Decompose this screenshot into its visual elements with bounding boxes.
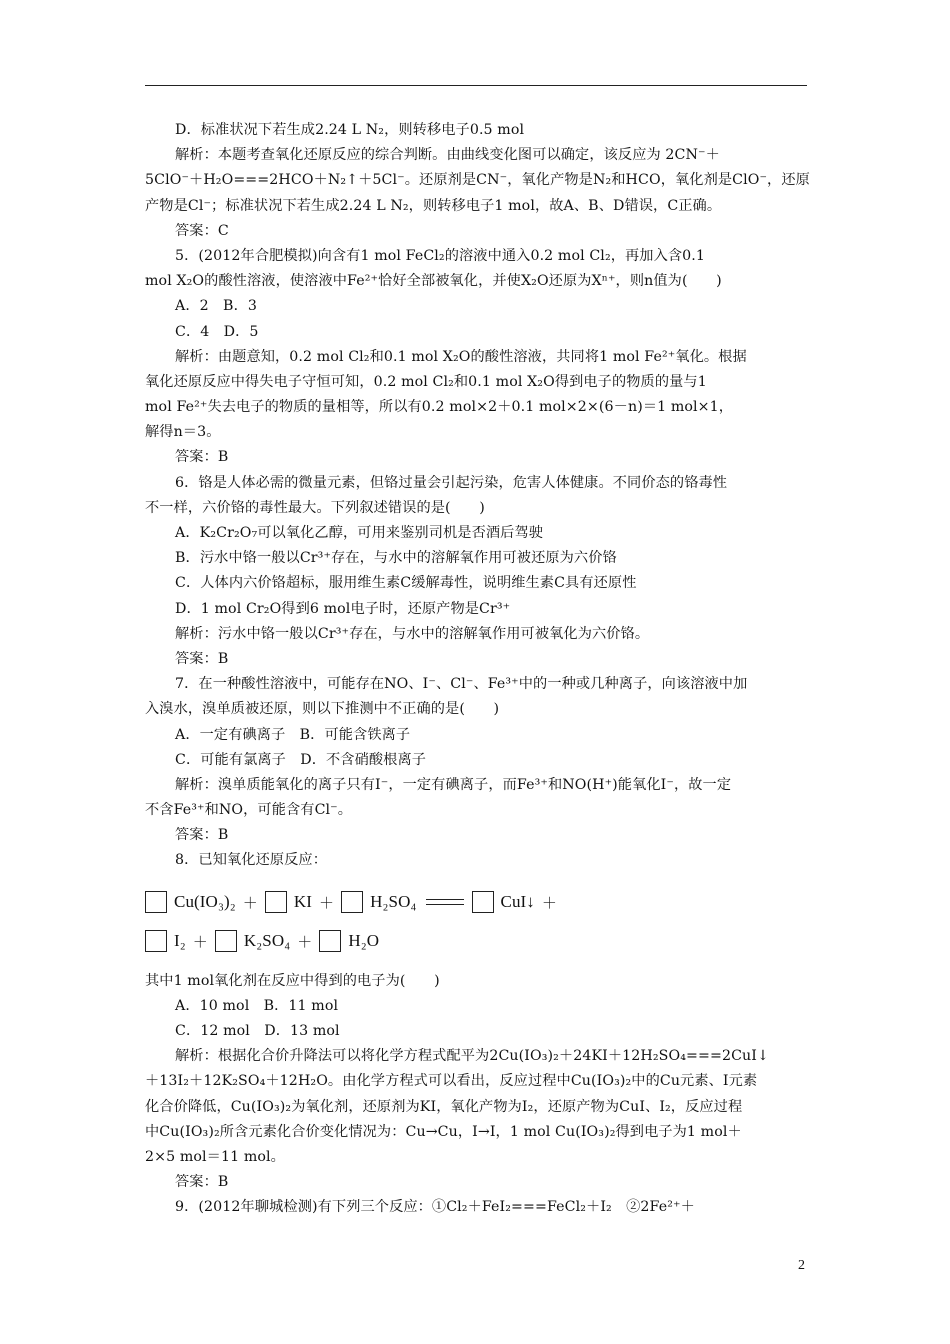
text-line: C．4 D．5 <box>175 323 259 340</box>
text-line: 不一样，六价铬的毒性最大。下列叙述错误的是( ) <box>145 499 485 516</box>
text-line: C．12 mol D．13 mol <box>175 1023 340 1039</box>
text-line: C．可能有氯离子 D．不含硝酸根离子 <box>175 751 427 768</box>
text-line: 不含Fe³⁺和NO，可能含有Cl⁻。 <box>145 802 353 819</box>
text-line: 入溴水，溴单质被还原，则以下推测中不正确的是( ) <box>145 701 500 718</box>
text-line: 化合价降低，Cu(IO₃)₂为氧化剂，还原剂为KI，氧化产物为I₂，还原产物为CuI、I₂，反应过程 <box>145 1098 743 1115</box>
text-line: D．标准状况下若生成2.24 L N₂，则转移电子0.5 mol <box>175 122 525 138</box>
text-line: A．2 B．3 <box>175 298 257 315</box>
page-body <box>145 118 810 1221</box>
text-block-bottom <box>145 969 807 1221</box>
coefficient-box[interactable] <box>341 891 363 913</box>
text-block-top <box>145 118 810 874</box>
plus-sign: ＋ <box>242 893 258 912</box>
plus-sign: ＋ <box>541 893 558 912</box>
text-line: 其中1 mol氧化剂在反应中得到的电子为( ) <box>145 972 440 989</box>
text-line: 5ClO⁻＋H₂O===2HCO＋N₂↑＋5Cl⁻。还原剂是CN⁻，氧化产物是N₂和HCO，氧化剂是ClO⁻，还原 <box>145 172 810 189</box>
text-line: 氧化还原反应中得失电子守恒可知，0.2 mol Cl₂和0.1 mol X₂O得到电子的物质的量与1 <box>145 373 707 390</box>
text-line: 答案：B <box>175 1174 229 1191</box>
equation-row-2 <box>145 922 807 961</box>
text-line: 答案：C <box>175 222 229 239</box>
product-cui: CuI↓ <box>500 892 535 912</box>
text-line: 7．在一种酸性溶液中，可能存在NO、I⁻、Cl⁻、Fe³⁺中的一种或几种离子，向该溶液中加 <box>175 676 748 693</box>
coefficient-box[interactable] <box>215 930 237 952</box>
equation-row-1 <box>145 883 807 922</box>
text-line: 5．(2012年合肥模拟)向含有1 mol FeCl₂的溶液中通入0.2 mol Cl₂，再加入含0.1 <box>175 247 706 264</box>
text-line: A．10 mol B．11 mol <box>175 997 339 1014</box>
text-line: 解析：本题考查氧化还原反应的综合判断。由曲线变化图可以确定，该反应为 2CN⁻＋ <box>175 147 720 164</box>
coefficient-box[interactable] <box>145 891 167 913</box>
text-line: mol X₂O的酸性溶液，使溶液中Fe²⁺恰好全部被氧化，并使X₂O还原为Xⁿ⁺，则n值为( ) <box>145 273 722 290</box>
text-line: 6．铬是人体必需的微量元素，但铬过量会引起污染，危害人体健康。不同价态的铬毒性 <box>175 474 728 491</box>
coefficient-box[interactable] <box>319 930 341 952</box>
text-line: C．人体内六价铬超标，服用维生素C缓解毒性，说明维生素C具有还原性 <box>175 575 637 592</box>
text-line: A．一定有碘离子 B．可能含铁离子 <box>175 726 411 743</box>
text-line: 9．(2012年聊城检测)有下列三个反应：①Cl₂＋FeI₂===FeCl₂＋I₂ ②2Fe²⁺＋ <box>175 1199 695 1216</box>
text-line: mol Fe²⁺失去电子的物质的量相等，所以有0.2 mol×2＋0.1 mol×2×(6－n)＝1 mol×1， <box>145 399 734 416</box>
text-line: 答案：B <box>175 650 229 667</box>
text-line: 解析：溴单质能氧化的离子只有I⁻，一定有碘离子，而Fe³⁺和NO(H⁺)能氧化I⁻，故一定 <box>175 776 732 793</box>
product-k2so4: K₂SO₄ <box>243 931 291 951</box>
text-line: 8．已知氧化还原反应： <box>175 852 328 869</box>
page-number: 2 <box>798 1258 805 1273</box>
header-rule <box>145 85 807 86</box>
text-line: ＋13I₂＋12K₂SO₄＋12H₂O。由化学方程式可以看出，反应过程中Cu(IO₃)₂中的Cu元素、I元素 <box>145 1073 758 1090</box>
text-line: 答案：B <box>175 827 229 844</box>
text-line: 解得n＝3。 <box>145 424 221 441</box>
text-line: 解析：污水中铬一般以Cr³⁺存在，与水中的溶解氧作用可被氧化为六价铬。 <box>175 625 650 642</box>
plus-sign: ＋ <box>319 893 335 912</box>
reaction-equals-sign <box>426 899 464 905</box>
plus-sign: ＋ <box>297 932 313 951</box>
reactant-h2so4: H₂SO₄ <box>370 892 417 912</box>
text-line: D．1 mol Cr₂O得到6 mol电子时，还原产物是Cr³⁺ <box>175 600 511 617</box>
coefficient-box[interactable] <box>265 891 287 913</box>
reactant-ki: KI <box>293 892 313 912</box>
text-line: A．K₂Cr₂O₇可以氧化乙醇，可用来鉴别司机是否酒后驾驶 <box>175 525 544 541</box>
text-line: 2×5 mol＝11 mol。 <box>145 1148 285 1165</box>
product-i2: I₂ <box>174 931 186 951</box>
coefficient-box[interactable] <box>145 930 167 952</box>
text-line: 产物是Cl⁻；标准状况下若生成2.24 L N₂，则转移电子1 mol，故A、B、D错误，C正确。 <box>145 197 722 214</box>
plus-sign: ＋ <box>192 932 208 951</box>
text-line: 解析：由题意知，0.2 mol Cl₂和0.1 mol X₂O的酸性溶液，共同将1 mol Fe²⁺氧化。根据 <box>175 348 747 365</box>
reactant-cu-io3-2: Cu(IO₃)₂ <box>174 892 236 912</box>
text-line: 答案：B <box>175 449 229 466</box>
text-line: 中Cu(IO₃)₂所含元素化合价变化情况为：Cu→Cu，I→I，1 mol Cu(IO₃)₂得到电子为1 mol＋ <box>145 1123 742 1140</box>
text-line: B．污水中铬一般以Cr³⁺存在，与水中的溶解氧作用可被还原为六价铬 <box>175 550 617 567</box>
coefficient-box[interactable] <box>472 891 494 913</box>
text-line: 解析：根据化合价升降法可以将化学方程式配平为2Cu(IO₃)₂＋24KI＋12H₂SO₄===2CuI↓ <box>175 1048 769 1065</box>
product-h2o: H₂O <box>348 931 380 951</box>
